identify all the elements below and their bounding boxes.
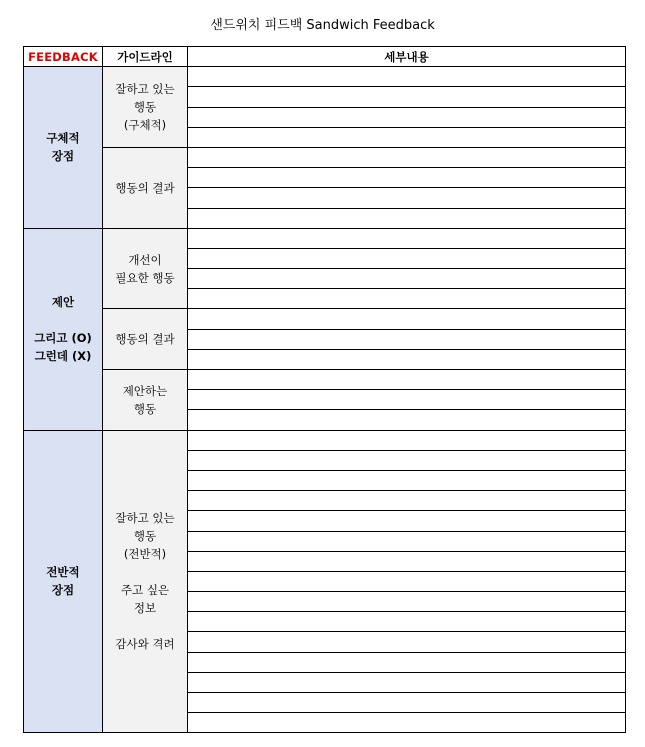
- detail-input-cell[interactable]: [188, 390, 626, 410]
- detail-input-cell[interactable]: [188, 612, 626, 632]
- category-overall-strengths: [24, 430, 103, 733]
- header-detail: 세부내용: [188, 47, 626, 67]
- guide-cell: [103, 430, 188, 733]
- category-line: 그런데 (X): [34, 349, 92, 364]
- table-row: [24, 228, 626, 248]
- detail-input-cell[interactable]: [188, 491, 626, 511]
- detail-input-cell[interactable]: [188, 147, 626, 167]
- detail-input-cell[interactable]: [188, 571, 626, 591]
- guide-line: 잘하고 있는: [115, 82, 175, 97]
- guide-line: 행동: [133, 100, 157, 115]
- detail-input-cell[interactable]: [188, 349, 626, 369]
- detail-input-cell[interactable]: [188, 188, 626, 208]
- detail-input-cell[interactable]: [188, 470, 626, 490]
- detail-input-cell[interactable]: [188, 289, 626, 309]
- detail-input-cell[interactable]: [188, 632, 626, 652]
- guide-cell: [103, 147, 188, 228]
- guide-line: 잘하고 있는: [115, 511, 175, 526]
- guide-cell: [103, 67, 188, 148]
- guide-line: (구체적): [123, 118, 167, 133]
- feedback-table: [23, 46, 626, 733]
- spacer: [103, 617, 187, 635]
- table-row: [24, 67, 626, 87]
- detail-input-cell[interactable]: [188, 693, 626, 713]
- detail-input-cell[interactable]: [188, 370, 626, 390]
- guide-cell: [103, 370, 188, 431]
- detail-input-cell[interactable]: [188, 309, 626, 329]
- detail-input-cell[interactable]: [188, 410, 626, 430]
- detail-input-cell[interactable]: [188, 713, 626, 733]
- page-title: 샌드위치 피드백 Sandwich Feedback: [210, 18, 435, 33]
- guide-line: 개선이: [128, 252, 162, 267]
- header-feedback: FEEDBACK: [24, 47, 103, 67]
- detail-input-cell[interactable]: [188, 248, 626, 268]
- spacer: [103, 563, 187, 581]
- detail-input-cell[interactable]: [188, 592, 626, 612]
- guide-line: 행동의 결과: [115, 180, 175, 195]
- category-specific-strengths: [24, 67, 103, 229]
- guide-line: 감사와 격려: [115, 637, 175, 652]
- category-line: 그리고 (O): [34, 331, 92, 346]
- detail-input-cell[interactable]: [188, 168, 626, 188]
- detail-input-cell[interactable]: [188, 652, 626, 672]
- category-line: 제안: [51, 295, 75, 310]
- detail-input-cell[interactable]: [188, 430, 626, 450]
- table-row: [24, 430, 626, 450]
- table-row: [24, 370, 626, 390]
- guide-cell: [103, 309, 188, 370]
- guide-line: 정보: [133, 601, 157, 616]
- detail-input-cell[interactable]: [188, 87, 626, 107]
- detail-input-cell[interactable]: [188, 329, 626, 349]
- category-line: 장점: [51, 149, 75, 164]
- category-suggestion: [24, 228, 103, 430]
- category-line: 장점: [51, 583, 75, 598]
- detail-input-cell[interactable]: [188, 672, 626, 692]
- detail-input-cell[interactable]: [188, 107, 626, 127]
- guide-line: (전반적): [123, 547, 167, 562]
- guide-line: 제안하는: [122, 383, 168, 398]
- header-row: [24, 47, 626, 67]
- category-line: 전반적: [46, 565, 80, 580]
- table-row: [24, 147, 626, 167]
- guide-line: 행동의 결과: [115, 332, 175, 347]
- table-row: [24, 309, 626, 329]
- header-guide: 가이드라인: [103, 47, 188, 67]
- spacer: [24, 311, 102, 329]
- detail-input-cell[interactable]: [188, 228, 626, 248]
- guide-cell: [103, 228, 188, 309]
- detail-input-cell[interactable]: [188, 551, 626, 571]
- detail-input-cell[interactable]: [188, 531, 626, 551]
- detail-input-cell[interactable]: [188, 67, 626, 87]
- guide-line: 필요한 행동: [115, 270, 175, 285]
- guide-line: 행동: [133, 401, 157, 416]
- guide-line: 행동: [133, 529, 157, 544]
- guide-line: 주고 싶은: [120, 583, 170, 598]
- detail-input-cell[interactable]: [188, 127, 626, 147]
- detail-input-cell[interactable]: [188, 269, 626, 289]
- detail-input-cell[interactable]: [188, 450, 626, 470]
- detail-input-cell[interactable]: [188, 511, 626, 531]
- category-line: 구체적: [46, 131, 80, 146]
- detail-input-cell[interactable]: [188, 208, 626, 228]
